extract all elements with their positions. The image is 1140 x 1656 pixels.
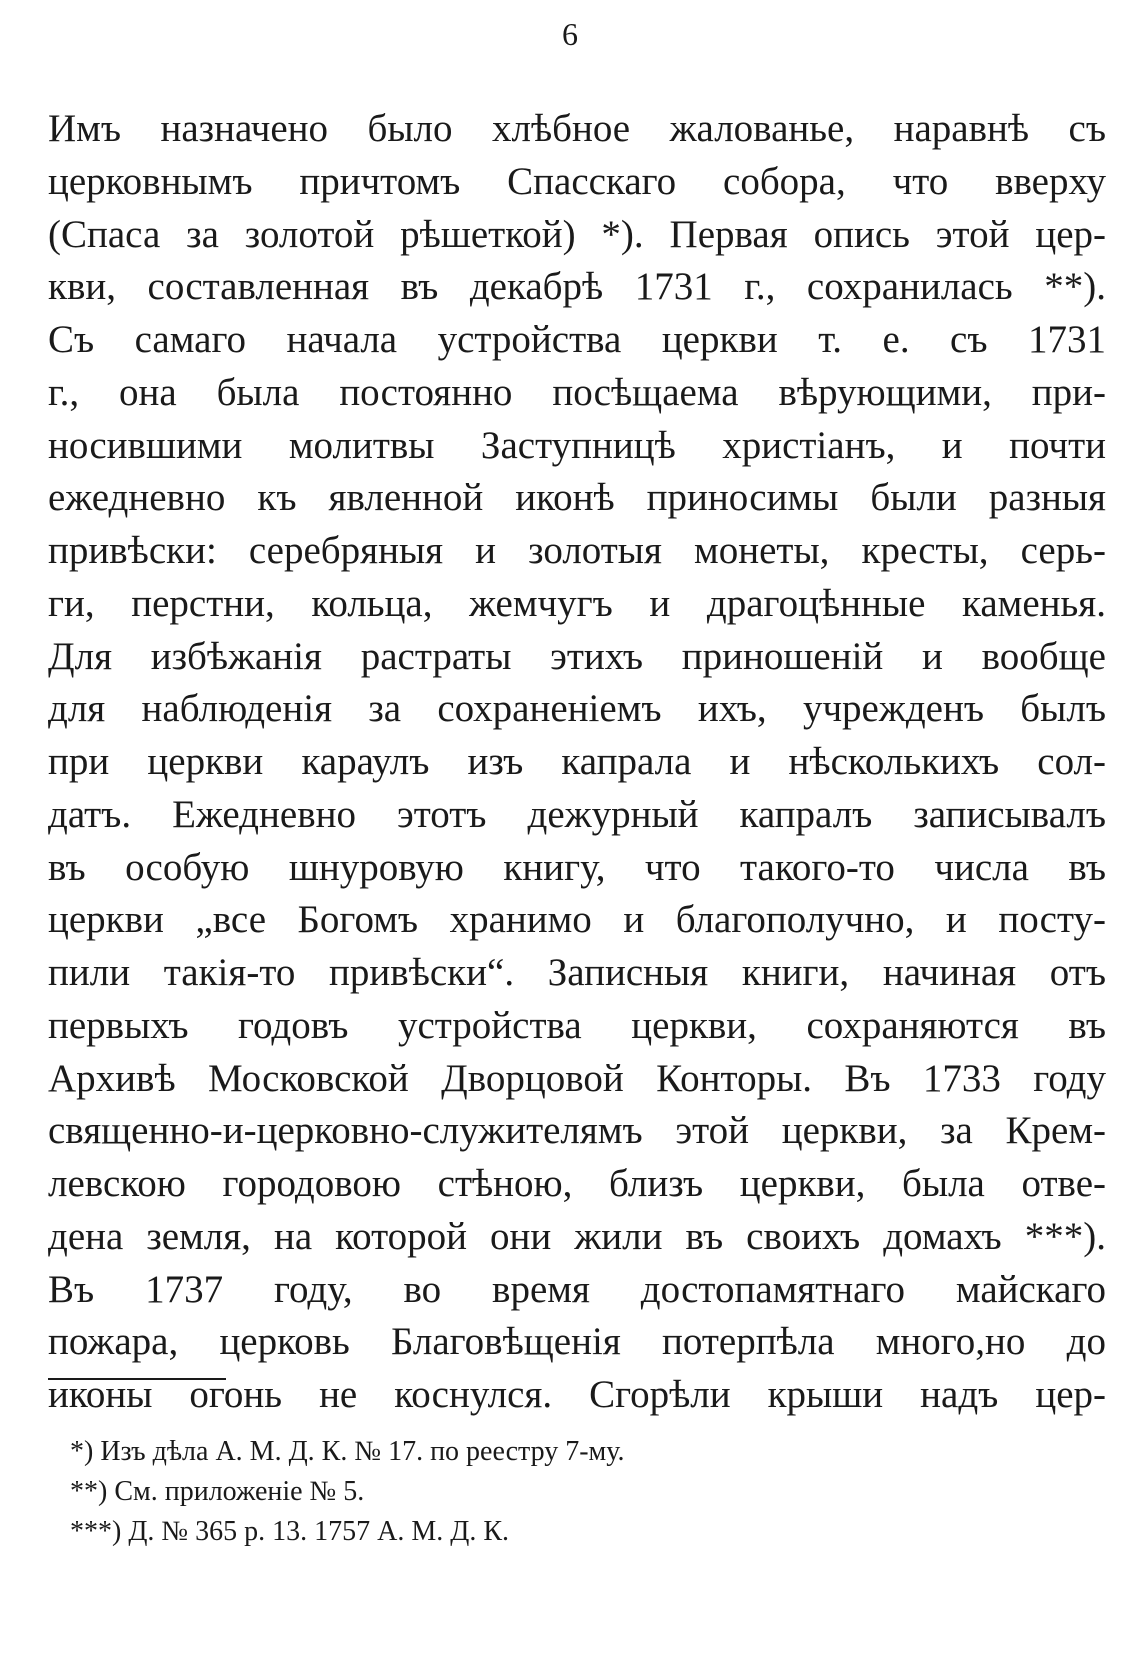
text-line: пили такія-то привѣски“. Записныя книги, начиная отъ: [48, 951, 1106, 994]
footnotes: [70, 1432, 970, 1552]
text-line: датъ. Ежедневно этотъ дежурный капралъ записывалъ: [48, 792, 1106, 836]
text-line: левскою городовою стѣною, близъ церкви, была отве-: [48, 1162, 1106, 1205]
text-line: при церкви караулъ изъ капрала и нѣсколькихъ сол-: [48, 740, 1106, 783]
text-line: пожара, церковь Благовѣщенія потерпѣла много,но до: [48, 1320, 1106, 1364]
text-line: кви, составленная въ декабрѣ 1731 г., сохранилась **).: [48, 265, 1106, 309]
text-line: ежедневно къ явленной иконѣ приносимы были разныя: [48, 476, 1106, 520]
text-line: ги, перстни, кольца, жемчугъ и драгоцѣнные каменья.: [48, 581, 1106, 625]
body-text: [48, 103, 1106, 1422]
text-line: Имъ назначено было хлѣбное жалованье, наравнѣ съ: [48, 107, 1106, 150]
footnote: **) См. приложеніе № 5.: [70, 1476, 365, 1507]
text-line: Для избѣжанія растраты этихъ приношеній и вообще: [48, 634, 1106, 678]
text-line: Архивѣ Московской Дворцовой Конторы. Въ 1733 году: [48, 1056, 1106, 1100]
text-line: г., она была постоянно посѣщаема вѣрующими, при-: [48, 370, 1106, 414]
text-line: Въ 1737 году, во время достопамятнаго майскаго: [48, 1267, 1106, 1311]
text-line: первыхъ годовъ устройства церкви, сохраняются въ: [48, 1003, 1106, 1047]
text-line: въ особую шнуровую книгу, что такого-то числа въ: [48, 845, 1106, 889]
footnote: ***) Д. № 365 р. 13. 1757 А. М. Д. К.: [70, 1516, 510, 1547]
text-line: дена земля, на которой они жили въ своихъ домахъ ***).: [48, 1214, 1106, 1258]
text-line: иконы огонь не коснулся. Сгорѣли крыши надъ цер-: [48, 1373, 1106, 1416]
text-line: церкви „все Богомъ хранимо и благополучно, и посту-: [48, 898, 1106, 942]
page-number: 6: [562, 16, 578, 52]
text-line: для наблюденія за сохраненіемъ ихъ, учрежденъ былъ: [48, 687, 1106, 731]
footnote-separator: [48, 1378, 226, 1380]
text-line: носившими молитвы Заступницѣ христіанъ, и почти: [48, 423, 1106, 467]
footnote: *) Изъ дѣла А. М. Д. К. № 17. по реестру 7-му.: [70, 1436, 625, 1467]
text-line: священно-и-церковно-служителямъ этой церкви, за Крем-: [48, 1109, 1106, 1153]
text-line: привѣски: серебряныя и золотыя монеты, кресты, серь-: [48, 529, 1106, 572]
text-line: церковнымъ причтомъ Спасскаго собора, что вверху: [48, 159, 1106, 203]
text-line: Съ самаго начала устройства церкви т. е. съ 1731: [48, 318, 1106, 361]
text-line: (Спаса за золотой рѣшеткой) *). Первая опись этой цер-: [48, 212, 1106, 256]
